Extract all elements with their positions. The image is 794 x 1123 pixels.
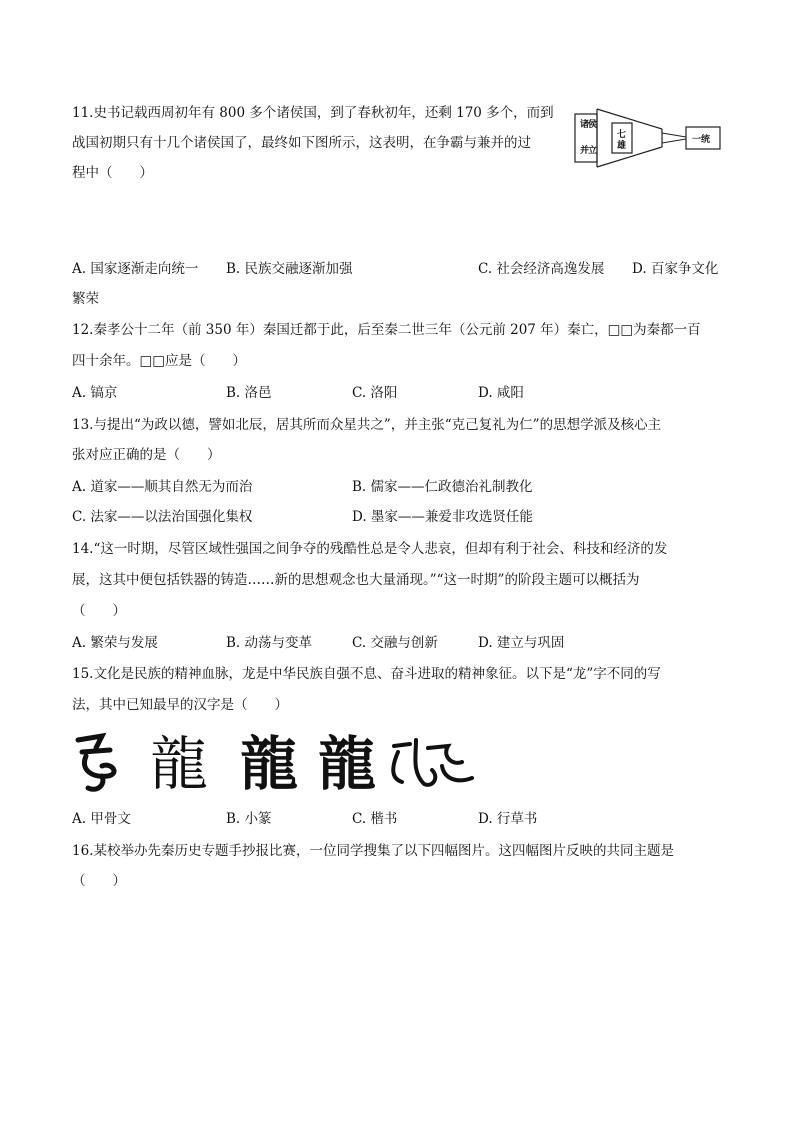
q12-line-2: 四十余年。□□应是（ ）	[72, 353, 247, 369]
dragon-running-script-glyph	[393, 740, 472, 785]
q11-line-3: 程中（ ）	[72, 165, 153, 181]
q15-line-2: 法，其中已知最早的汉字是（ ）	[72, 697, 288, 713]
q15-line-1: 15.文化是民族的精神血脉，龙是中华民族自强不息、奋斗进取的精神象征。以下是“龙”字不同的写	[72, 666, 661, 682]
q11-option-a[interactable]: A. 国家逐渐走向统一	[72, 261, 199, 277]
q15-option-d[interactable]: D. 行草书	[478, 811, 538, 827]
q12-option-c[interactable]: C. 洛阳	[352, 385, 398, 401]
q13-option-c[interactable]: C. 法家——以法治国强化集权	[72, 509, 253, 525]
q14-option-d[interactable]: D. 建立与巩固	[478, 635, 565, 651]
figure-label-right: 一统	[692, 135, 711, 145]
figure-label-left-2: 侯	[588, 120, 598, 130]
q12-option-b[interactable]: B. 洛邑	[226, 385, 272, 401]
q11-option-c[interactable]: C. 社会经济高逸发展	[478, 261, 605, 277]
q13-option-a[interactable]: A. 道家——顺其自然无为而治	[72, 479, 253, 495]
q15-option-c[interactable]: C. 楷书	[352, 811, 398, 827]
q13-option-d[interactable]: D. 墨家——兼爱非攻选贤任能	[352, 509, 533, 525]
q12-option-d[interactable]: D. 咸阳	[478, 385, 524, 401]
q14-line-2: 展，这其中便包括铁器的铸造……新的思想观念也大量涌现。”“这一时期”的阶段主题可以概括为	[72, 572, 640, 588]
dragon-small-seal-glyph: 龍	[150, 730, 209, 796]
q14-line-1: 14.“这一时期，尽管区域性强国之间争夺的残酷性总是令人悲哀，但却有利于社会、科技和经济的发	[72, 541, 668, 557]
q14-option-b[interactable]: B. 动荡与变革	[226, 635, 313, 651]
q12-line-1: 12.秦孝公十二年（前 350 年）秦国迁都于此，后至秦二世三年（公元前 207 年）秦亡，□□为秦都一百	[72, 322, 701, 338]
q16-line-1: 16.某校举办先秦历史专题手抄报比赛，一位同学搜集了以下四幅图片。这四幅图片反映的共同主题是	[72, 843, 674, 859]
figure-label-middle-2: 雄	[617, 141, 627, 151]
q11-line-2: 战国初期只有十几个诸侯国了，最终如下图所示，这表明，在争霸与兼并的过	[72, 135, 531, 151]
q13-option-b[interactable]: B. 儒家——仁政德治礼制教化	[352, 479, 533, 495]
q13-line-1: 13.与提出“为政以德，譬如北辰，居其所而众星共之”，并主张“克己复礼为仁”的思想学派及核心主	[72, 417, 662, 433]
q11-option-d[interactable]: D. 百家争文化	[632, 261, 719, 277]
q11-line-1: 11.史书记载西周初年有 800 多个诸侯国，到了春秋初年，还剩 170 多个，而到	[72, 105, 554, 121]
q14-option-a[interactable]: A. 繁荣与发展	[72, 635, 158, 651]
q15-option-a[interactable]: A. 甲骨文	[72, 811, 131, 827]
q14-line-3: （ ）	[72, 603, 126, 619]
dragon-regular-glyph-a: 龍	[240, 730, 299, 796]
q12-option-a[interactable]: A. 镐京	[72, 385, 118, 401]
q13-line-2: 张对应正确的是（ ）	[72, 447, 221, 463]
q14-option-c[interactable]: C. 交融与创新	[352, 635, 438, 651]
q11-option-d-continued: 繁荣	[72, 291, 99, 307]
q16-line-2: （ ）	[72, 873, 126, 889]
figure-label-left-4: 立	[588, 146, 598, 156]
unification-funnel-figure	[574, 103, 724, 173]
figure-label-left-3: 并	[580, 146, 590, 156]
dragon-regular-glyph-b: 龍	[318, 730, 377, 796]
figure-label-left-1: 诸	[580, 120, 590, 130]
figure-label-middle-1: 七	[617, 130, 627, 140]
q15-option-b[interactable]: B. 小篆	[226, 811, 272, 827]
q11-option-b[interactable]: B. 民族交融逐渐加强	[226, 261, 353, 277]
dragon-oracle-bone-glyph	[78, 736, 114, 789]
dragon-glyphs-figure	[72, 726, 482, 796]
